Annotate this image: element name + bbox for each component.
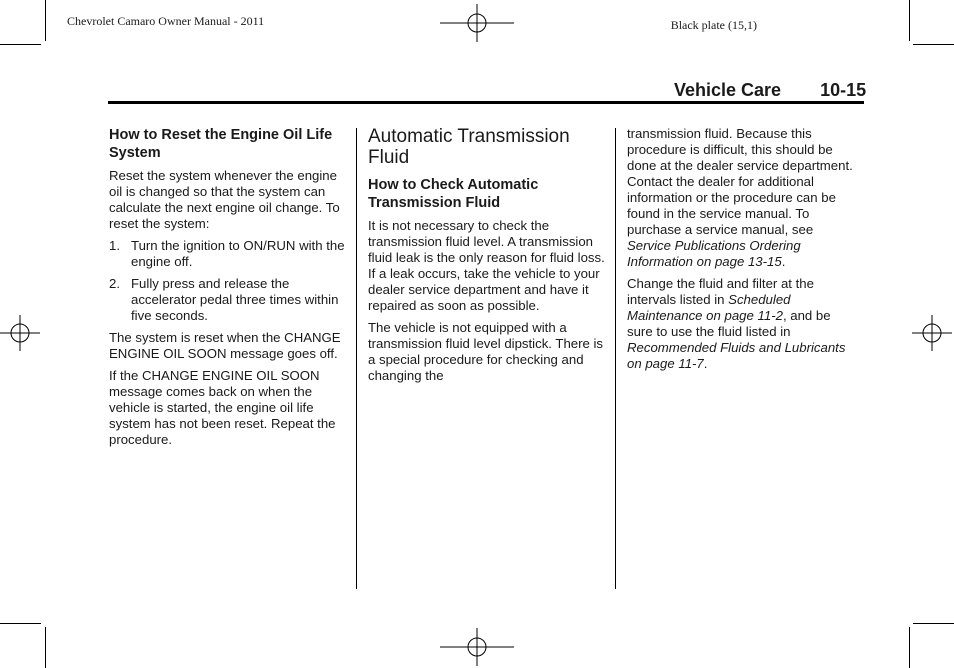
punctuation: . [781, 254, 786, 269]
registration-mark-icon [0, 313, 40, 353]
crop-mark [909, 627, 910, 668]
list-text: Turn the ignition to ON/RUN with the engine off. [131, 238, 345, 269]
column-3 [627, 126, 857, 378]
column-1 [109, 126, 349, 454]
paragraph [627, 276, 857, 372]
cross-reference-link[interactable]: Scheduled Maintenance on page 11-2 [627, 292, 791, 323]
page-number: 10-15 [820, 80, 867, 100]
column-2 [368, 126, 608, 390]
plate-label: Black plate (15,1) [670, 18, 757, 32]
crop-mark [45, 627, 46, 668]
registration-mark-icon [912, 313, 952, 353]
section-title: Vehicle Care [674, 80, 782, 100]
crop-mark [913, 623, 954, 624]
paragraph-text: transmission fluid. Because this procedure is difficult, this should be done at the dealer service department. Contact the dealer for additional information or the procedure can be found in the service manual. To purchase a service manual, see [627, 126, 853, 237]
column-divider [615, 128, 616, 589]
subheading: How to Check Automatic Transmission Fluid [368, 177, 539, 211]
crop-mark [0, 44, 41, 45]
punctuation: . [703, 356, 708, 371]
crop-mark [909, 0, 910, 41]
paragraph: The system is reset when the CHANGE ENGINE OIL SOON message goes off. [109, 330, 341, 361]
paragraph-text: Change the fluid and filter at the intervals listed in [627, 276, 814, 307]
paragraph: If the CHANGE ENGINE OIL SOON message comes back on when the vehicle is started, the engine oil life system has not been reset. Repeat the procedure. [109, 368, 336, 447]
section-header [674, 80, 866, 101]
column-divider [356, 128, 357, 589]
header-rule [108, 101, 864, 104]
paragraph [627, 126, 857, 270]
list-text: Fully press and release the accelerator pedal three times within five seconds. [131, 276, 339, 323]
crop-mark [0, 623, 41, 624]
registration-mark-icon [440, 4, 514, 42]
list-item [109, 238, 349, 270]
paragraph: The vehicle is not equipped with a transmission fluid level dipstick. There is a special procedure for checking and changing the [368, 320, 604, 383]
manual-title: Chevrolet Camaro Owner Manual - 2011 [67, 14, 265, 28]
paragraph: It is not necessary to check the transmission fluid level. A transmission fluid leak is the only reason for fluid loss. If a leak occurs, take the vehicle to your dealer service department and have it repaired as soon as possible. [368, 218, 605, 313]
subheading: How to Reset the Engine Oil Life System [109, 127, 333, 161]
list-item [109, 276, 349, 324]
section-heading: Automatic Transmission Fluid [368, 126, 570, 168]
registration-mark-icon [440, 628, 514, 666]
cross-reference-link[interactable]: Service Publications Ordering Information on page 13-15 [627, 238, 801, 269]
list-number: 2. [109, 276, 120, 291]
list-number: 1. [109, 238, 120, 253]
paragraph-text: , and be sure to use the fluid listed in [627, 308, 831, 339]
crop-mark [45, 0, 46, 41]
paragraph: Reset the system whenever the engine oil is changed so that the system can calculate the next engine oil change. To reset the system: [109, 168, 340, 231]
crop-mark [913, 44, 954, 45]
cross-reference-link[interactable]: Recommended Fluids and Lubricants on page 11-7 [627, 340, 846, 371]
